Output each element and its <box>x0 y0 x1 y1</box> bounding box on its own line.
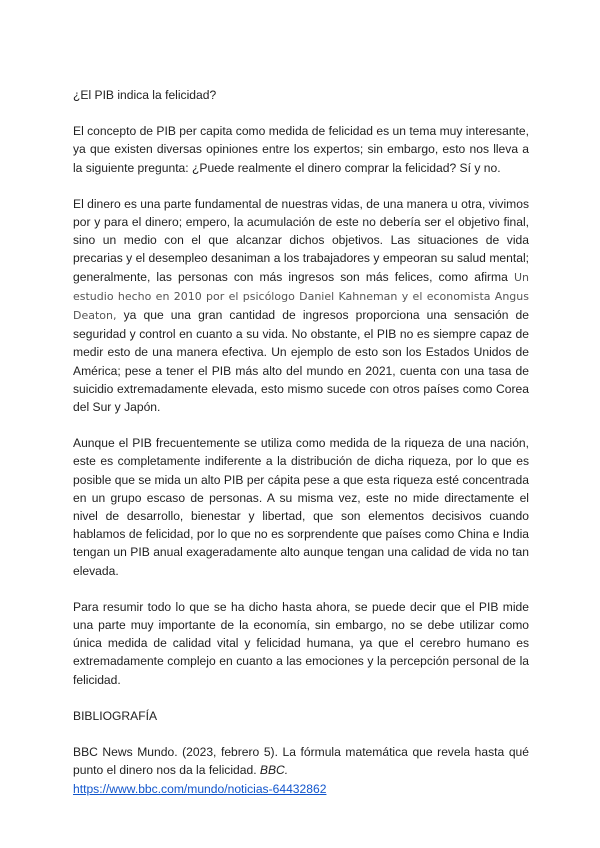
document-title: ¿El PIB indica la felicidad? <box>73 88 217 102</box>
bibliography-source: BBC. <box>259 763 289 778</box>
paragraph-conclusion: Para resumir todo lo que se ha dicho hasta ahora, se puede decir que el PIB mide una parte muy importante de la economía, sin embargo, no se debe utilizar como única medida de calidad vital y felicidad humana, ya que el cerebro humano es extremadamente complejo en cuanto a las emociones y la percepción personal de la felicidad. <box>73 599 529 687</box>
document-page <box>73 86 529 798</box>
bibliography-link[interactable]: https://www.bbc.com/mundo/noticias-64432862 <box>73 781 327 796</box>
bibliography-heading: BIBLIOGRAFÍA <box>73 708 158 723</box>
bibliography-entry-text: BBC News Mundo. (2023, febrero 5). La fórmula matemática que revela hasta qué punto el dinero nos da la felicidad. <box>73 745 529 778</box>
bibliography-entry <box>73 743 529 798</box>
paragraph-money-text-1: El dinero es una parte fundamental de nuestras vidas, de una manera u otra, vivimos por y para el dinero; empero, la acumulación de este no debería ser el objetivo final, sino un medio con el que alcanzar dichos objetivos. Las situaciones de vida precarias y el desempleo desaniman a los trabajadores y empeoran su salud mental; generalmente, las personas con más ingresos son más felices, como afirma <box>73 196 529 284</box>
paragraph-intro: El concepto de PIB per capita como medida de felicidad es un tema muy interesante, ya que existen diversas opiniones entre los expertos; sin embargo, esto nos lleva a la siguiente pregunta: ¿Puede realmente el dinero comprar la felicidad? Sí y no. <box>73 124 529 175</box>
paragraph-money <box>73 195 529 416</box>
paragraph-distribution: Aunque el PIB frecuentemente se utiliza como medida de la riqueza de una nación, este es completamente indiferente a la distribución de dicha riqueza, por lo que es posible que se mida un alto PIB per cápita pese a que esta riqueza esté concentrada en un grupo escaso de personas. A su misma vez, este no mide directamente el nivel de desarrollo, bienestar y libertad, que son elementos decisivos cuando hablamos de felicidad, por lo que no es sorprendente que países como China e India tengan un PIB anual exageradamente alto aunque tengan una calidad de vida no tan elevada. <box>73 436 529 578</box>
paragraph-money-text-2: ya que una gran cantidad de ingresos proporciona una sensación de seguridad y control en cuanto a su vida. No obstante, el PIB no es siempre capaz de medir esto de una manera efectiva. Un ejemplo de esto son los Estados Unidos de América; pese a tener el PIB más alto del mundo en 2021, cuenta con una tasa de suicidio extremadamente elevada, esto mismo sucede con otros países como Corea del Sur y Japón. <box>73 308 529 415</box>
inline-study-reference: Un estudio hecho en 2010 por el psicólogo Daniel Kahneman y el economista Angus Deaton, <box>73 270 529 323</box>
